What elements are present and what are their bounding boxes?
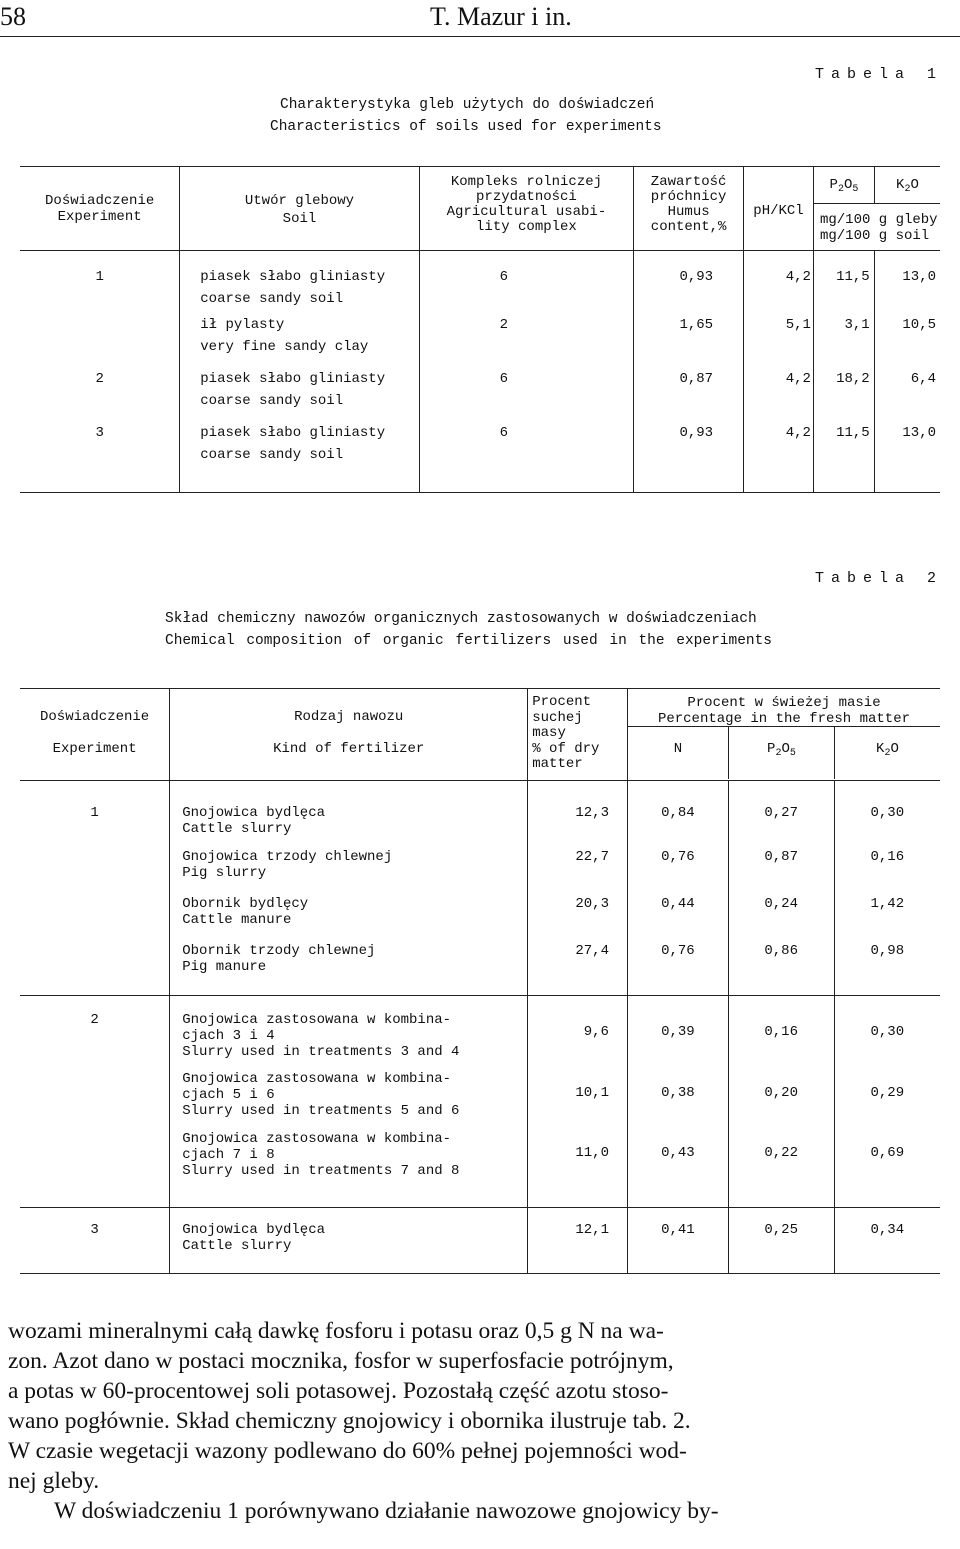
header-rule <box>0 36 960 37</box>
table-row: Obornik trzody chlewnej Pig manure 27,4 0,76 0,86 0,98 <box>20 931 940 995</box>
table1-header-complex: Kompleks rolniczej przydatności Agricultural usabi- lity complex <box>419 167 634 251</box>
table1-header-p2o5: $P_2O_5$ <box>814 167 875 203</box>
table-row: 1 Gnojowica bydlęca Cattle slurry 12,3 0,84 0,27 0,30 <box>20 781 940 838</box>
body-line: W czasie wegetacji wazony podlewano do 60% pełnej pojemności wod- <box>8 1438 687 1464</box>
table-row: 2 piasek słabo gliniasty coarse sandy soil 6 0,87 4,2 18,2 6,4 <box>20 363 940 417</box>
body-line: a potas w 60-procentowej soli potasowej. Pozostałą część azotu stoso- <box>8 1378 669 1404</box>
page-number: 58 <box>0 2 26 31</box>
table2-header-k2o: $K_2O$ <box>876 741 899 759</box>
table2-header-kind: Rodzaj nawozu Kind of fertilizer <box>170 689 528 781</box>
table1-unit-en: mg/100 g soil <box>819 228 930 244</box>
table2-header-n: N <box>628 727 729 779</box>
table1-label: Tabela 1 <box>815 66 944 83</box>
table-row: 3 piasek słabo gliniasty coarse sandy soil 6 0,93 4,2 11,5 13,0 <box>20 417 940 493</box>
body-line: zon. Azot dano w postaci mocznika, fosfor w superfosfacie potrójnym, <box>8 1348 674 1374</box>
table-row: ił pylasty very fine sandy clay 2 1,65 5,1 3,1 10,5 <box>20 309 940 363</box>
table2-header-row <box>20 689 940 781</box>
table2-header-experiment: Doświadczenie Experiment <box>20 689 170 781</box>
table2 <box>20 688 940 1274</box>
body-line: W doświadczeniu 1 porównywano działanie nawozowe gnojowicy by- <box>54 1498 719 1524</box>
table1-header-row <box>20 167 940 251</box>
body-line: nej gleby. <box>8 1468 100 1494</box>
body-text <box>8 1316 953 1526</box>
table-row: 1 piasek słabo gliniasty coarse sandy soil 6 0,93 4,2 11,5 13,0 <box>20 251 940 309</box>
table2-header-fresh-matter: Procent w świeżej masie Percentage in the fresh matter N $P_2O_5$ $K_2O$ <box>627 689 940 781</box>
table1-title-pl: Charakterystyka gleb użytych do doświadczeń <box>280 97 655 113</box>
table1-title-en: Characteristics of soils used for experiments <box>270 119 662 135</box>
table-row: 3 Gnojowica bydlęca Cattle slurry 12,1 0,41 0,25 0,34 <box>20 1207 940 1273</box>
table-row: 2 Gnojowica zastosowana w kombina- cjach 3 i 4 Slurry used in treatments 3 and 4 9,6 0,39 0,16 0,30 <box>20 995 940 1069</box>
table2-header-dry-matter: Procent suchej masy % of dry matter <box>528 689 628 781</box>
table1-header-experiment: Doświadczenie Experiment <box>20 167 180 251</box>
table1-header-nutrients <box>813 167 940 251</box>
table1-unit-pl: mg/100 g gleby <box>819 212 938 228</box>
table2-title-pl: Skład chemiczny nawozów organicznych zastosowanych w doświadczeniach <box>165 611 757 627</box>
table-row: Obornik bydlęcy Cattle manure 20,3 0,44 0,24 1,42 <box>20 884 940 931</box>
table1-header-k2o: $K_2O$ <box>896 177 919 195</box>
table2-header-p2o5: $P_2O_5$ <box>729 727 835 779</box>
table1-header-humus: Zawartość próchnicy Humus content,% <box>634 167 744 251</box>
table-row: Gnojowica zastosowana w kombina- cjach 7 i 8 Slurry used in treatments 7 and 8 11,0 0,43 0,22 0,69 <box>20 1129 940 1207</box>
table2-title-en: Chemical composition of organic fertilizers used in the experiments <box>165 633 772 649</box>
table1-header-soil: Utwór glebowy Soil <box>180 167 419 251</box>
table1-header-ph: pH/KCl <box>744 167 814 251</box>
table1 <box>20 166 940 493</box>
body-line: wano pogłównie. Skład chemiczny gnojowicy i obornika ilustruje tab. 2. <box>8 1408 691 1434</box>
table-row: Gnojowica zastosowana w kombina- cjach 5 i 6 Slurry used in treatments 5 and 6 10,1 0,38 0,20 0,29 <box>20 1069 940 1129</box>
table-row: Gnojowica trzody chlewnej Pig slurry 22,7 0,76 0,87 0,16 <box>20 837 940 884</box>
body-line: wozami mineralnymi całą dawkę fosforu i potasu oraz 0,5 g N na wa- <box>8 1318 664 1344</box>
table2-label: Tabela 2 <box>815 570 944 587</box>
running-head: T. Mazur i in. <box>430 2 572 31</box>
